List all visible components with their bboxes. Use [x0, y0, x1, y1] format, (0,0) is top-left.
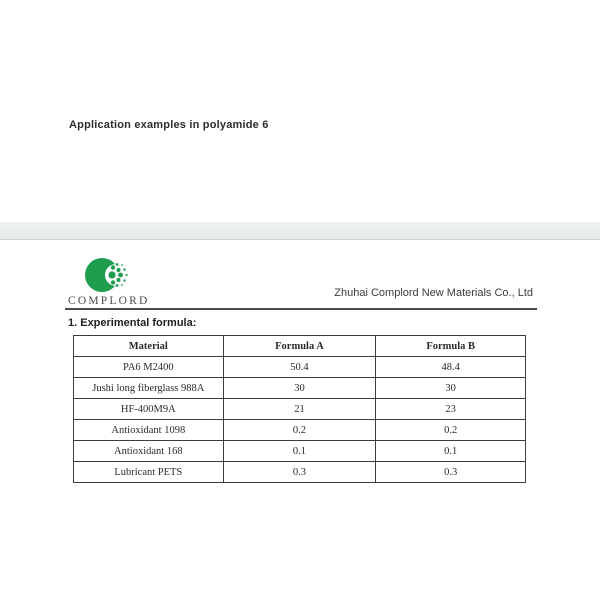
header-material: Material	[74, 336, 224, 357]
cell-formula-a: 21	[223, 399, 376, 420]
cell-formula-b: 30	[376, 378, 526, 399]
document-heading: Application examples in polyamide 6	[69, 119, 269, 131]
header-formula-a: Formula A	[223, 336, 376, 357]
cell-material: Lubricant PETS	[74, 462, 224, 483]
complord-wordmark: COMPLORD	[68, 295, 150, 307]
cell-formula-a: 0.3	[223, 462, 376, 483]
cell-formula-a: 50.4	[223, 357, 376, 378]
letterhead-divider	[65, 308, 537, 310]
formula-table	[73, 335, 526, 483]
table-row	[74, 441, 526, 462]
company-name: Zhuhai Complord New Materials Co., Ltd	[334, 287, 533, 299]
cell-formula-b: 0.3	[376, 462, 526, 483]
table-row	[74, 357, 526, 378]
section-title: 1. Experimental formula:	[68, 317, 197, 329]
cell-material: HF-400M9A	[74, 399, 224, 420]
page-separator-band	[0, 222, 600, 240]
cell-formula-b: 0.2	[376, 420, 526, 441]
cell-formula-a: 0.2	[223, 420, 376, 441]
table-row	[74, 420, 526, 441]
table-row	[74, 399, 526, 420]
complord-logo-icon	[84, 256, 140, 296]
header-formula-b: Formula B	[376, 336, 526, 357]
cell-formula-a: 30	[223, 378, 376, 399]
table-row	[74, 462, 526, 483]
cell-formula-b: 48.4	[376, 357, 526, 378]
table-header-row	[74, 336, 526, 357]
cell-material: Antioxidant 168	[74, 441, 224, 462]
table-row	[74, 378, 526, 399]
cell-material: Jushi long fiberglass 988A	[74, 378, 224, 399]
cell-formula-a: 0.1	[223, 441, 376, 462]
cell-formula-b: 0.1	[376, 441, 526, 462]
cell-material: PA6 M2400	[74, 357, 224, 378]
cell-material: Antioxidant 1098	[74, 420, 224, 441]
cell-formula-b: 23	[376, 399, 526, 420]
